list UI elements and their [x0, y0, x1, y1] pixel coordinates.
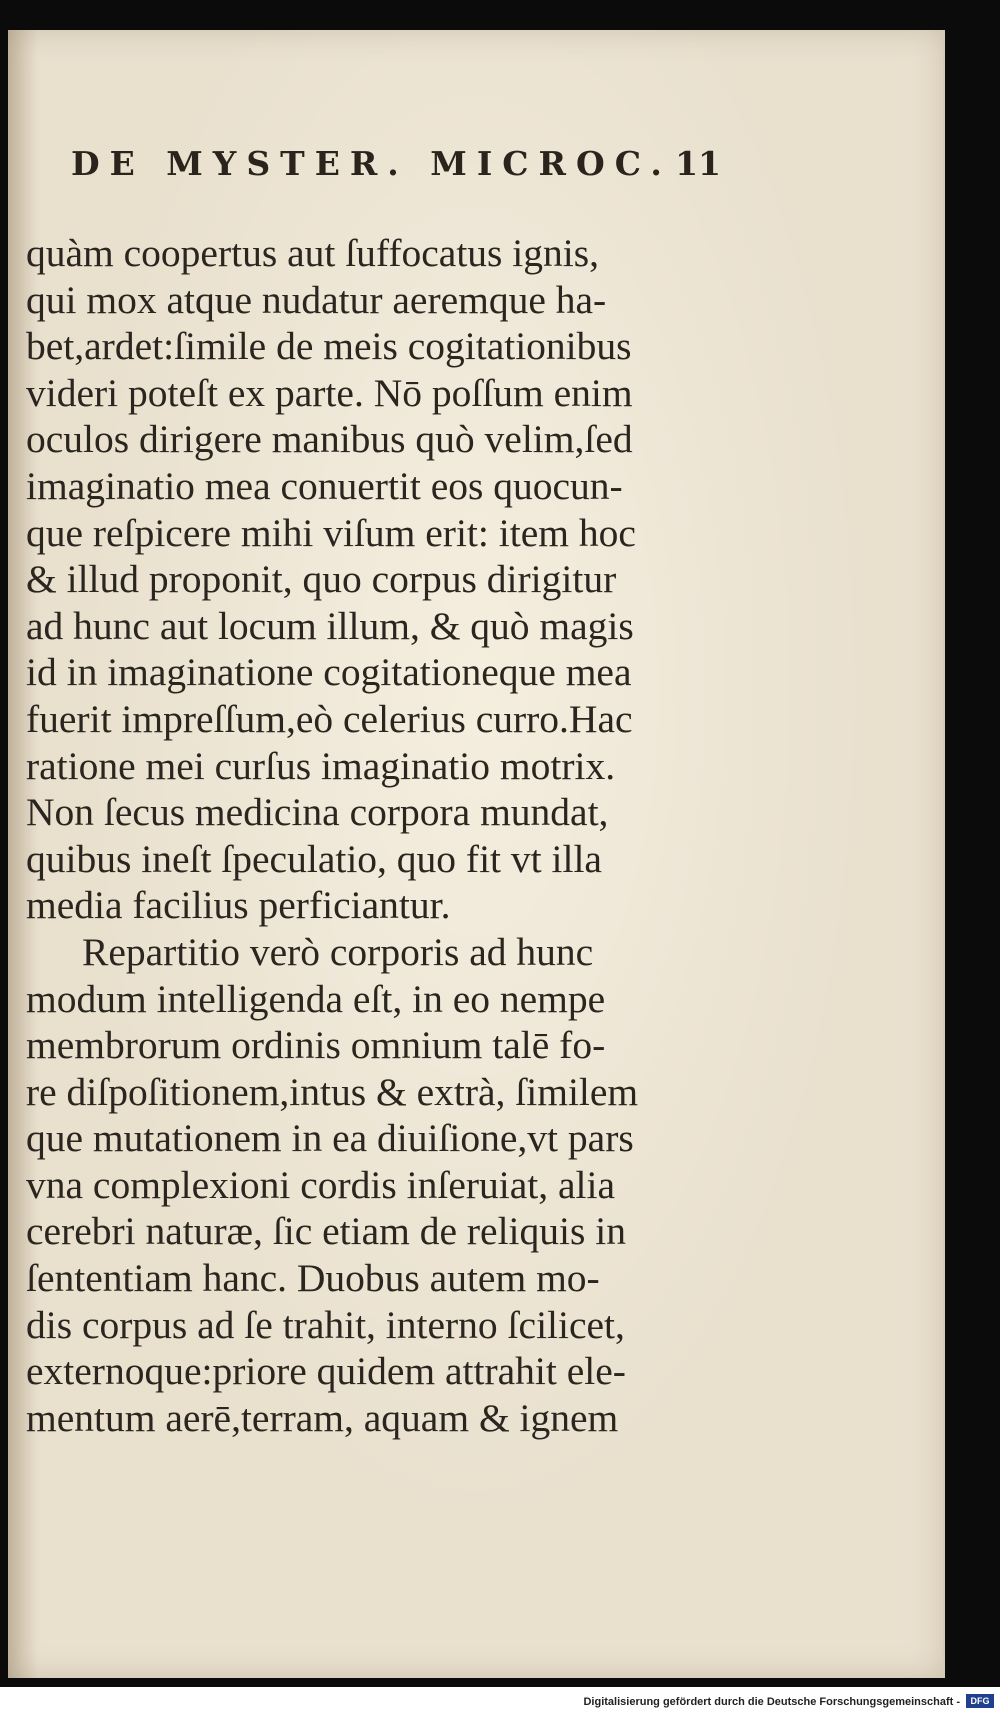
text-line: videri poteſt ex parte. Nō poſſum enim: [26, 370, 633, 415]
text-line: que mutationem in ea diuiſione,vt pars: [26, 1116, 634, 1161]
text-line: quàm coopertus aut ſuffocatus ignis,: [26, 231, 600, 275]
text-line: & illud proponit, quo corpus dirigitur: [26, 557, 617, 602]
text-line: bet,ardet:ſimile de meis cogitationibus: [26, 324, 632, 369]
text-line: oculos dirigere manibus quò velim,ſed: [26, 417, 633, 462]
text-line: membrorum ordinis omnium talē fo-: [26, 1023, 606, 1068]
text-line: quibus ineſt ſpeculatio, quo fit vt illa: [26, 836, 602, 881]
digitization-footer: [0, 1687, 1000, 1713]
text-line: externoque:priore quidem attrahit ele-: [26, 1349, 626, 1394]
text-line: ad hunc aut locum illum, & quò magis: [26, 603, 634, 648]
text-line: vna complexioni cordis inſeruiat, alia: [26, 1162, 616, 1207]
book-page: [8, 30, 945, 1678]
dfg-logo: DFG: [966, 1694, 994, 1708]
text-line: Non ſecus medicina corpora mundat,: [26, 790, 609, 835]
text-line: ſententiam hanc. Duobus autem mo-: [26, 1256, 600, 1301]
text-line: fuerit impreſſum,eò celerius curro.Hac: [26, 696, 633, 741]
body-text: [26, 230, 726, 1441]
running-head-title: DE MYSTER. MICROC.: [71, 144, 672, 183]
text-line: mentum aerē,terram, aquam & ignem: [26, 1395, 619, 1440]
text-line: re diſpoſitionem,intus & extrà, ſimilem: [26, 1069, 639, 1114]
text-line: id in imaginatione cogitationeque mea: [26, 650, 632, 695]
text-line: media facilius perficiantur.: [26, 883, 451, 928]
text-line: ratione mei curſus imaginatio motrix.: [26, 743, 616, 788]
text-line: cerebri naturæ, ſic etiam de reliquis in: [26, 1209, 626, 1254]
text-line: Repartitio verò corporis ad hunc: [82, 929, 594, 974]
text-line: que reſpicere mihi viſum erit: item hoc: [26, 510, 636, 555]
text-line: qui mox atque nudatur aeremque ha-: [26, 277, 607, 322]
running-head: [71, 144, 721, 183]
page-number: 11: [675, 144, 721, 183]
text-line: modum intelligenda eſt, in eo nempe: [26, 976, 606, 1021]
text-line: dis corpus ad ſe trahit, interno ſcilicet,: [26, 1302, 625, 1347]
text-line: imaginatio mea conuertit eos quocun-: [26, 463, 623, 508]
funding-credit: Digitalisierung gefördert durch die Deutsche Forschungsgemeinschaft -: [583, 1696, 960, 1708]
